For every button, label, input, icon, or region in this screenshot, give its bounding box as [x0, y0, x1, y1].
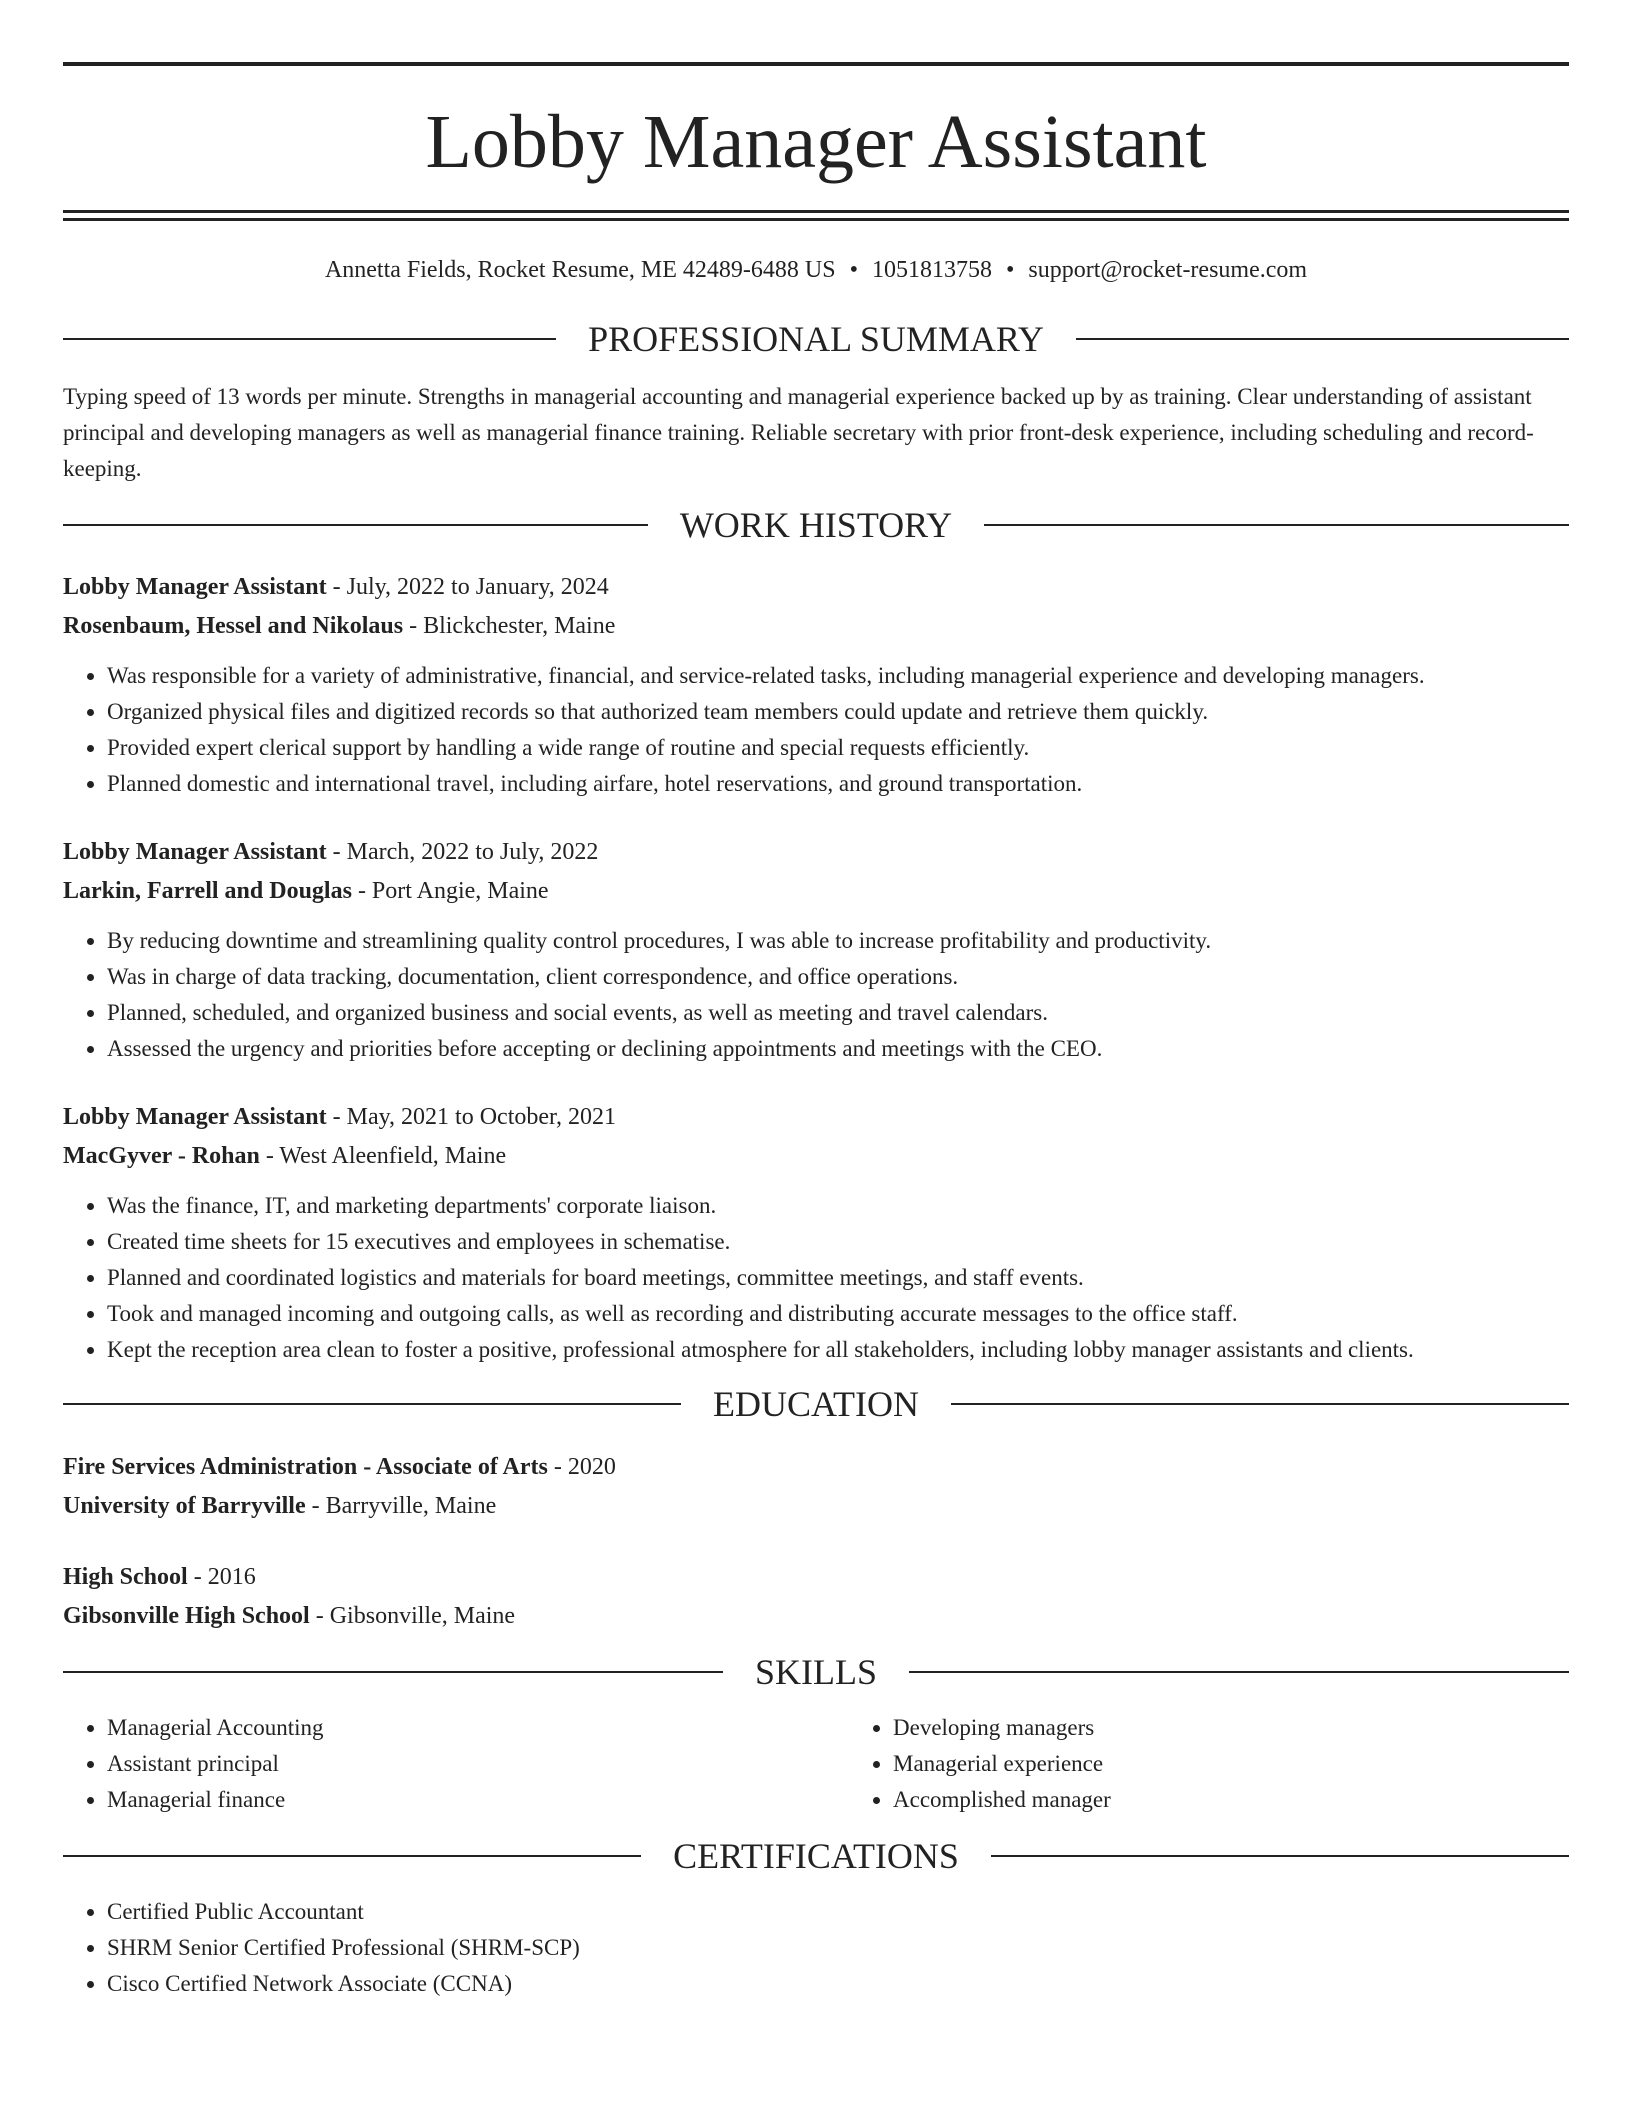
- job-bullets: [63, 658, 1569, 802]
- education-year: - 2020: [547, 1454, 616, 1480]
- section-heading-work-history: [63, 507, 1569, 543]
- section-title: SKILLS: [755, 1652, 878, 1692]
- section-heading-certifications: [63, 1838, 1569, 1874]
- list-item: • Planned, scheduled, and organized business and social events, as well as meeting and travel calendars.: [107, 995, 1569, 1031]
- job-entry: [63, 1098, 1569, 1368]
- list-item: • Was responsible for a variety of administrative, financial, and service-related tasks, including managerial experience and developing managers.: [107, 658, 1569, 694]
- list-item: • Took and managed incoming and outgoing calls, as well as recording and distributing accurate messages to the office staff.: [107, 1296, 1569, 1332]
- job-bullets: [63, 923, 1569, 1067]
- job-bullets: [63, 1188, 1569, 1368]
- contact-separator: •: [1005, 257, 1015, 283]
- section-heading-education: [63, 1386, 1569, 1422]
- education-location: - Barryville, Maine: [305, 1493, 497, 1519]
- list-item: • Kept the reception area clean to foster a positive, professional atmosphere for all stakeholders, including lobby manager assistants and clients.: [107, 1332, 1569, 1368]
- education-degree: High School: [63, 1564, 188, 1590]
- job-title-line: [63, 1098, 1569, 1137]
- education-location: - Gibsonville, Maine: [309, 1603, 516, 1629]
- job-dates: - March, 2022 to July, 2022: [326, 839, 599, 865]
- job-company-line: [63, 1137, 1569, 1176]
- skill-item: • Assistant principal: [107, 1746, 849, 1782]
- section-title: EDUCATION: [713, 1384, 919, 1424]
- contact-address: Annetta Fields, Rocket Resume, ME 42489-6488 US: [324, 257, 836, 283]
- education-school: Gibsonville High School: [63, 1603, 310, 1629]
- education-school-line: [63, 1487, 1569, 1526]
- job-entry: [63, 833, 1569, 1067]
- skills-column: [849, 1710, 1569, 1818]
- education-school-line: [63, 1597, 1569, 1636]
- heading-rule: [951, 1403, 1569, 1405]
- list-item: • Planned domestic and international travel, including airfare, hotel reservations, and ground transportation.: [107, 766, 1569, 802]
- job-company-line: [63, 872, 1569, 911]
- education-year: - 2016: [187, 1564, 256, 1590]
- education-degree-line: [63, 1448, 1569, 1487]
- heading-rule: [1076, 338, 1569, 340]
- resume-title: Lobby Manager Assistant: [425, 100, 1207, 184]
- education-entry: [63, 1558, 1569, 1636]
- job-company: Larkin, Farrell and Douglas: [63, 878, 352, 904]
- job-title: Lobby Manager Assistant: [63, 839, 327, 865]
- certification-item: • Certified Public Accountant: [107, 1894, 1569, 1930]
- section-heading-summary: [63, 321, 1569, 357]
- job-company: MacGyver - Rohan: [63, 1143, 260, 1169]
- heading-rule: [984, 524, 1569, 526]
- job-title: Lobby Manager Assistant: [63, 574, 327, 600]
- top-rule: [63, 62, 1569, 66]
- education-degree: Fire Services Administration - Associate of Arts: [63, 1454, 548, 1480]
- section-title: WORK HISTORY: [679, 505, 953, 545]
- job-title-line: [63, 833, 1569, 872]
- list-item: • Assessed the urgency and priorities before accepting or declining appointments and meetings with the CEO.: [107, 1031, 1569, 1067]
- skills-grid: [63, 1710, 1569, 1818]
- contact-phone: 1051813758: [871, 257, 992, 283]
- skills-column: [63, 1710, 849, 1818]
- job-company-line: [63, 607, 1569, 646]
- job-location: - Port Angie, Maine: [351, 878, 549, 904]
- heading-rule: [63, 1671, 723, 1673]
- heading-rule: [63, 524, 648, 526]
- job-company: Rosenbaum, Hessel and Nikolaus: [63, 613, 404, 639]
- skill-item: • Managerial Accounting: [107, 1710, 849, 1746]
- heading-rule: [63, 1403, 681, 1405]
- certifications-list: [63, 1894, 1569, 2002]
- heading-rule: [63, 1855, 641, 1857]
- contact-email[interactable]: support@rocket-resume.com: [1028, 257, 1308, 283]
- summary-text: Typing speed of 13 words per minute. Strengths in managerial accounting and managerial experience backed up by as training. Clear understanding of assistant principal and developing managers as well as managerial finance training. Reliable secretary with prior front-desk experience, including scheduling and record-keeping.: [63, 384, 1534, 481]
- contact-separator: •: [849, 257, 858, 283]
- section-heading-skills: [63, 1654, 1569, 1690]
- section-title: PROFESSIONAL SUMMARY: [588, 319, 1044, 359]
- job-location: - West Aleenfield, Maine: [259, 1143, 507, 1169]
- certification-item: • SHRM Senior Certified Professional (SHRM-SCP): [107, 1930, 1569, 1966]
- job-entry: [63, 568, 1569, 802]
- skill-item: • Accomplished manager: [893, 1782, 1569, 1818]
- list-item: • Organized physical files and digitized records so that authorized team members could update and retrieve them quickly.: [107, 694, 1569, 730]
- heading-rule: [991, 1855, 1569, 1857]
- title-double-rule: [63, 210, 1569, 221]
- list-item: • Was the finance, IT, and marketing departments' corporate liaison.: [107, 1188, 1569, 1224]
- list-item: • Created time sheets for 15 executives and employees in schematise.: [107, 1224, 1569, 1260]
- job-title-line: [63, 568, 1569, 607]
- job-title: Lobby Manager Assistant: [63, 1104, 327, 1130]
- section-title: CERTIFICATIONS: [673, 1836, 959, 1876]
- list-item: • Provided expert clerical support by handling a wide range of routine and special requests efficiently.: [107, 730, 1569, 766]
- education-entry: [63, 1448, 1569, 1526]
- list-item: • By reducing downtime and streamlining quality control procedures, I was able to increase profitability and productivity.: [107, 923, 1569, 959]
- education-degree-line: [63, 1558, 1569, 1597]
- job-location: - Blickchester, Maine: [403, 613, 616, 639]
- heading-rule: [909, 1671, 1569, 1673]
- education-school: University of Barryville: [63, 1493, 306, 1519]
- list-item: • Was in charge of data tracking, documentation, client correspondence, and office operations.: [107, 959, 1569, 995]
- job-dates: - July, 2022 to January, 2024: [326, 574, 609, 600]
- skill-item: • Managerial finance: [107, 1782, 849, 1818]
- job-dates: - May, 2021 to October, 2021: [326, 1104, 617, 1130]
- list-item: • Planned and coordinated logistics and materials for board meetings, committee meetings, and staff events.: [107, 1260, 1569, 1296]
- heading-rule: [63, 338, 556, 340]
- contact-line: [63, 255, 1569, 285]
- certification-item: • Cisco Certified Network Associate (CCNA): [107, 1966, 1569, 2002]
- skill-item: • Managerial experience: [893, 1746, 1569, 1782]
- skill-item: • Developing managers: [893, 1710, 1569, 1746]
